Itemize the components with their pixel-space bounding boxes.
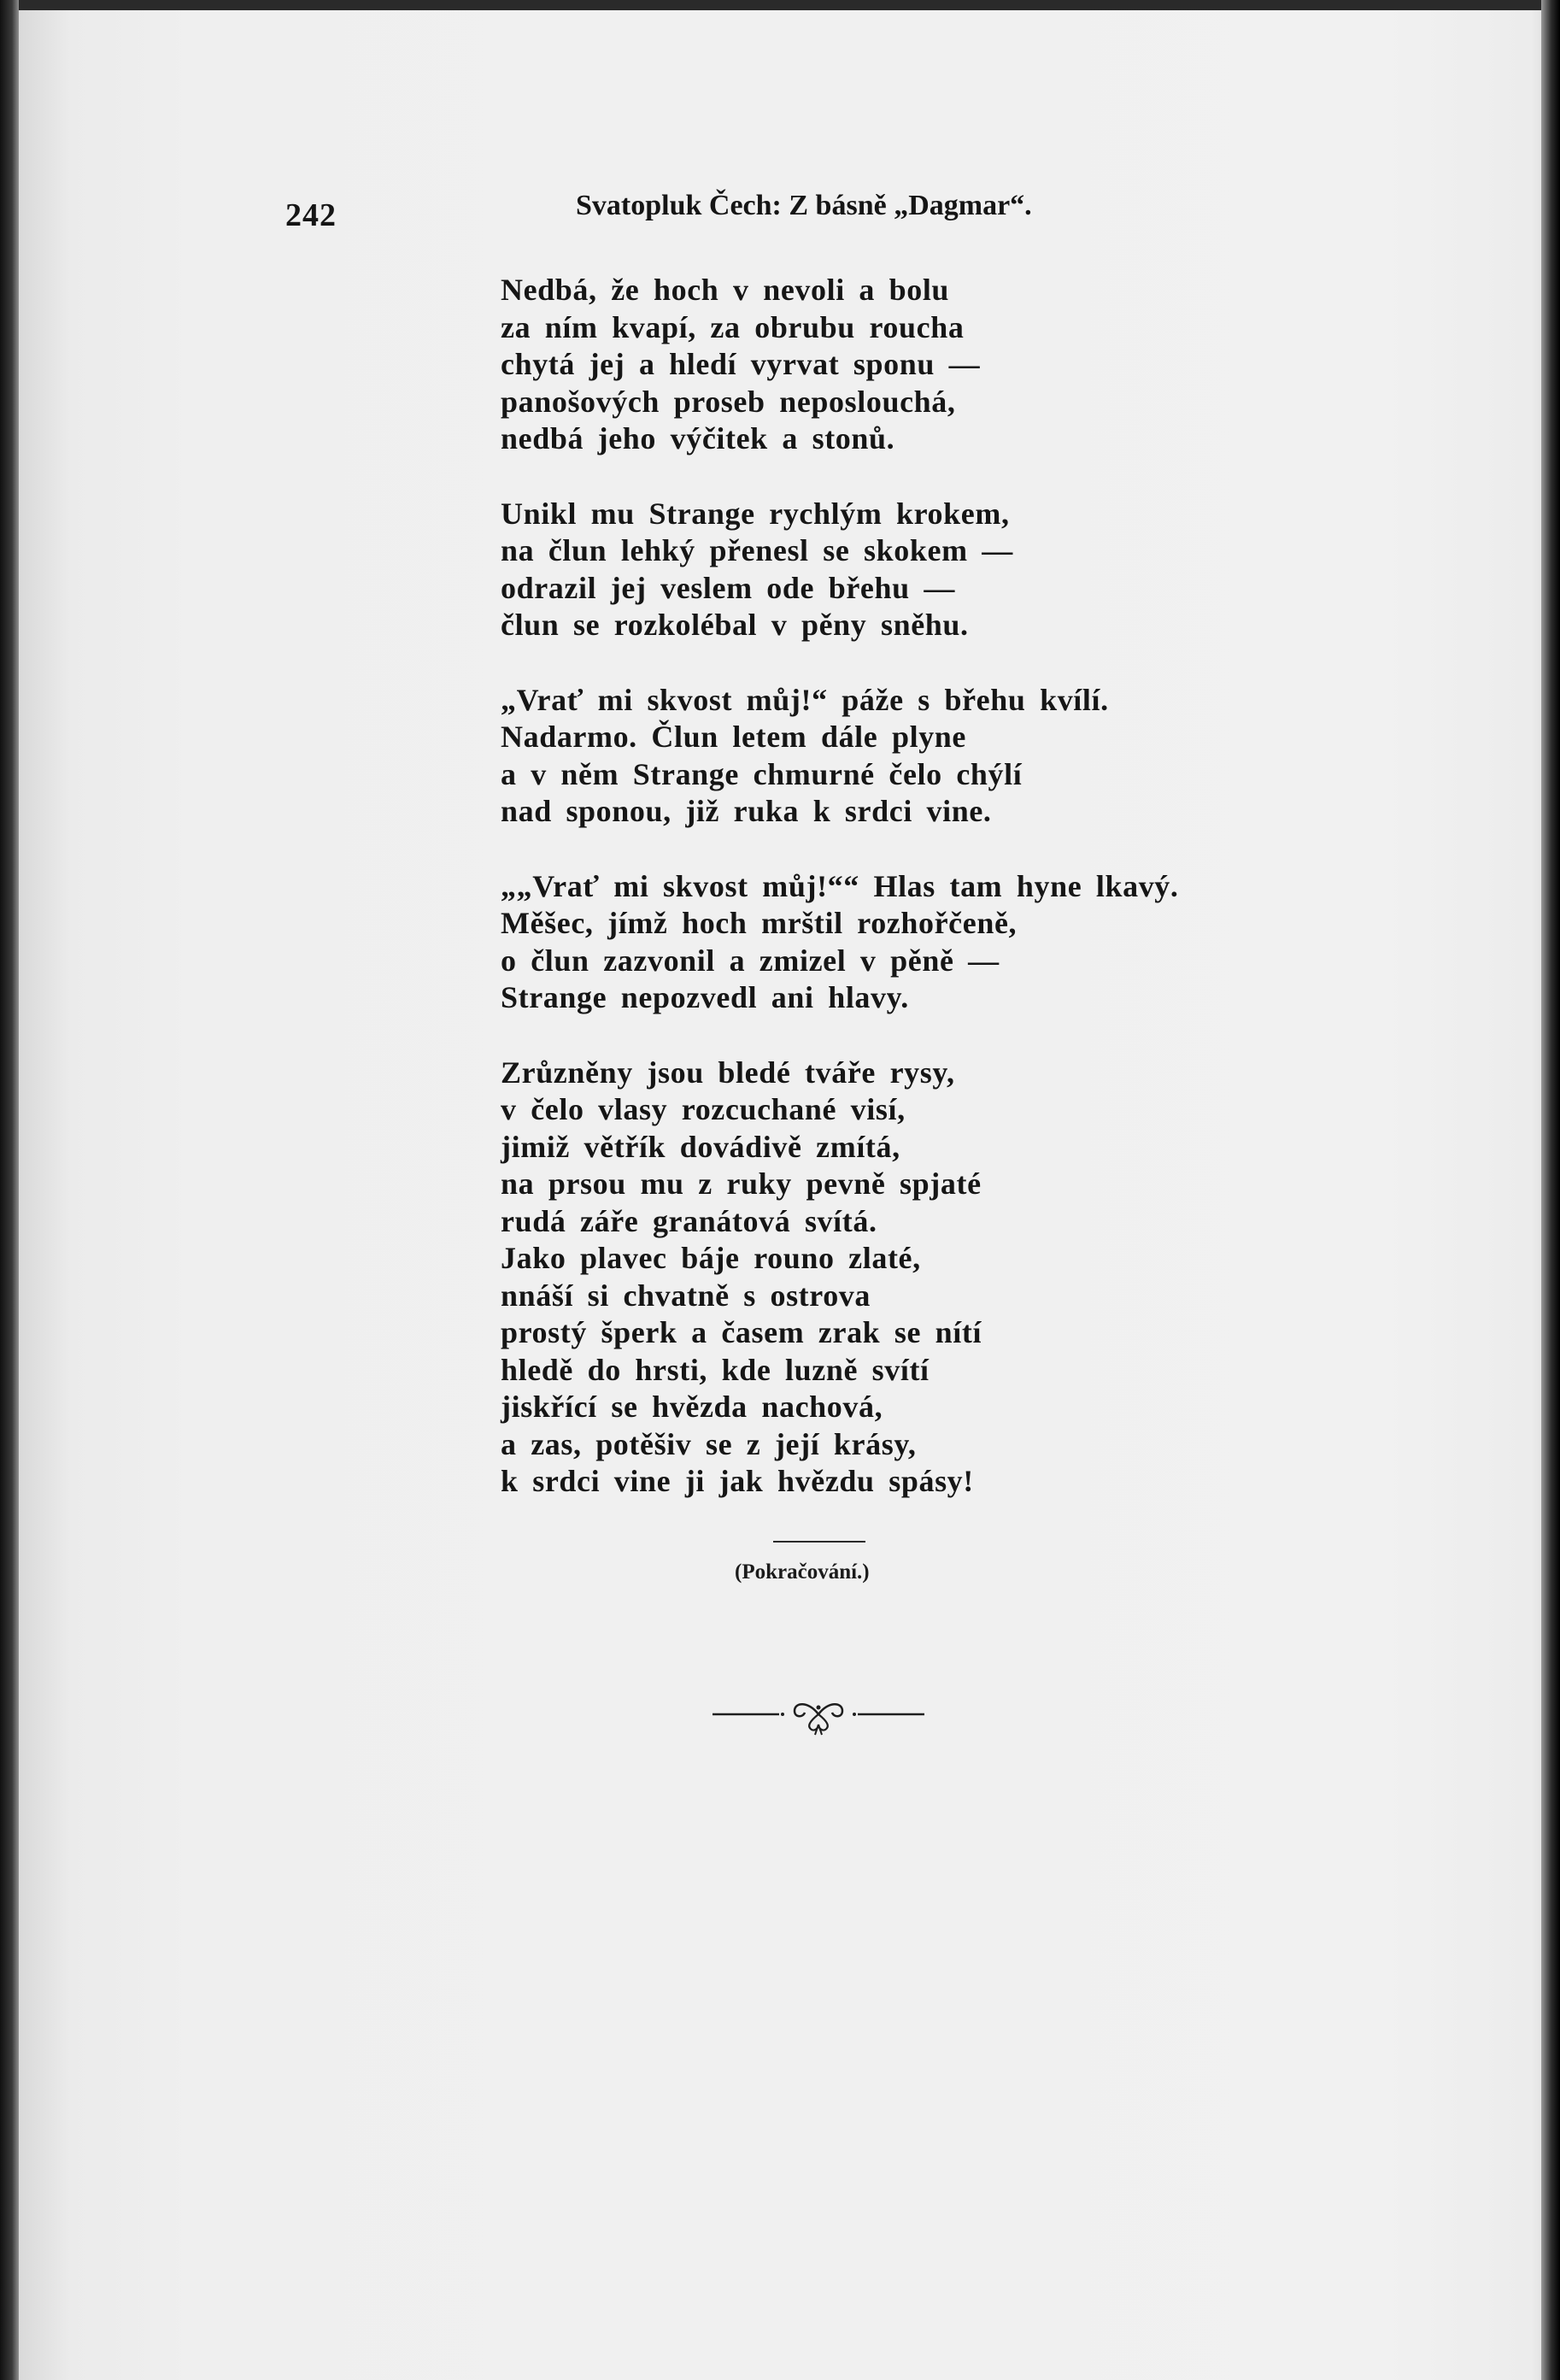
poem-line: panošových proseb neposlouchá,: [501, 384, 956, 419]
poem-line: Jako plavec báje rouno zlaté,: [501, 1241, 921, 1275]
poem-line: rudá záře granátová svítá.: [501, 1203, 877, 1238]
scan-border-right: [1541, 0, 1560, 2380]
poem-line: Nedbá, že hoch v nevoli a bolu: [501, 273, 950, 307]
poem-line: nnáší si chvatně s ostrova: [501, 1278, 871, 1313]
poem-line: Strange nepozvedl ani hlavy.: [501, 980, 909, 1014]
poem-line: chytá jej a hledí vyrvat sponu —: [501, 347, 981, 381]
poem-line: prostý šperk a časem zrak se nítí: [501, 1315, 982, 1349]
poem-line: odrazil jej veslem ode břehu —: [501, 570, 955, 605]
scan-border-top: [0, 0, 1560, 10]
stanza-4: [501, 868, 1321, 1017]
poem-line: Unikl mu Strange rychlým krokem,: [501, 496, 1010, 531]
scan-border-left: [0, 0, 19, 2380]
poem-line: Měšec, jímž hoch mrštil rozhořčeně,: [501, 906, 1018, 940]
poem-line: k srdci vine ji jak hvězdu spásy!: [501, 1464, 974, 1498]
poem-line: za ním kvapí, za obrubu roucha: [501, 309, 965, 344]
poem-line: o člun zazvonil a zmizel v pěně —: [501, 943, 1000, 978]
poem-line: v čelo vlasy rozcuchané visí,: [501, 1092, 906, 1126]
stanza-5: [501, 1055, 1321, 1501]
poem-line: na prsou mu z ruky pevně spjaté: [501, 1166, 982, 1201]
section-rule: [773, 1541, 865, 1543]
fleuron-ornament-icon: [713, 1689, 924, 1740]
stanza-1: [501, 272, 1321, 458]
page-header: [285, 190, 1140, 241]
poem-line: Nadarmo. Člun letem dále plyne: [501, 720, 966, 754]
page-number: 242: [285, 197, 337, 233]
continued-note: (Pokračování.): [735, 1560, 870, 1584]
poem-line: nedbá jeho výčitek a stonů.: [501, 421, 895, 455]
poem-line: a zas, potěšiv se z její krásy,: [501, 1426, 917, 1461]
poem-line: na člun lehký přenesl se skokem —: [501, 533, 1013, 567]
poem-line: jimiž větřík dovádivě zmítá,: [501, 1129, 900, 1164]
poem-line: člun se rozkolébal v pěny sněhu.: [501, 608, 969, 642]
poem-body: [501, 272, 1321, 1538]
poem-line: nad sponou, již ruka k srdci vine.: [501, 794, 992, 828]
poem-line: jiskřící se hvězda nachová,: [501, 1390, 883, 1424]
poem-line: a v něm Strange chmurné čelo chýlí: [501, 756, 1023, 791]
running-title: Svatopluk Čech: Z básně „Dagmar“.: [576, 190, 1032, 221]
poem-line: hledě do hrsti, kde luzně svítí: [501, 1352, 930, 1387]
stanza-3: [501, 682, 1321, 831]
poem-line: „„Vrať mi skvost můj!““ Hlas tam hyne lkavý.: [501, 868, 1179, 903]
poem-line: „Vrať mi skvost můj!“ páže s břehu kvílí.: [501, 682, 1109, 717]
stanza-2: [501, 496, 1321, 644]
poem-line: Zrůzněny jsou bledé tváře rysy,: [501, 1055, 955, 1090]
